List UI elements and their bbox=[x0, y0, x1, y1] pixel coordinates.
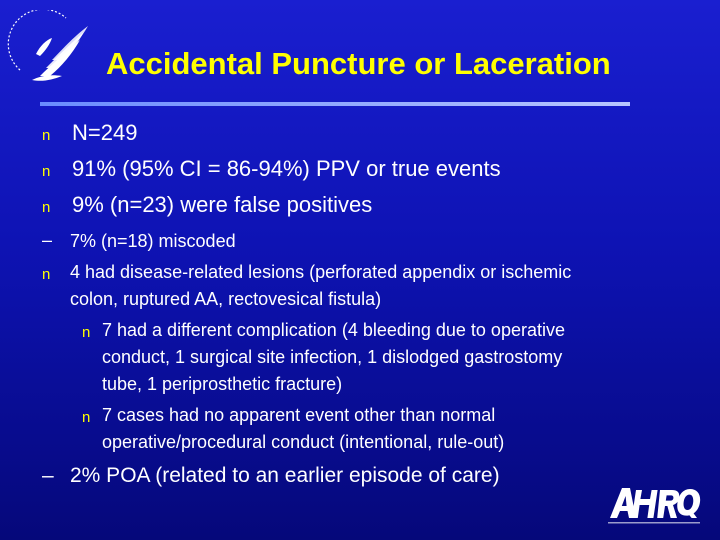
dash-marker: – bbox=[42, 230, 53, 250]
sub-item-poa: 2% POA (related to an earlier episode of care) bbox=[70, 464, 500, 487]
sub-item-lesions-line1: 4 had disease-related lesions (perforated appendix or ischemic bbox=[70, 262, 572, 282]
subsub-item-no-event-line1: 7 cases had no apparent event other than normal bbox=[102, 405, 496, 425]
bullet-icon: n bbox=[42, 163, 51, 180]
subsub-item-no-event-line2: operative/procedural conduct (intentional, rule-out) bbox=[102, 432, 505, 452]
bullet-icon: n bbox=[82, 409, 91, 426]
slide-title: Accidental Puncture or Laceration bbox=[106, 46, 611, 81]
subsub-item-complication-line3: tube, 1 periprosthetic fracture) bbox=[102, 374, 343, 394]
dash-marker: – bbox=[42, 464, 54, 487]
bullet-icon: n bbox=[42, 127, 51, 144]
sub-item-lesions-line2: colon, ruptured AA, rectovesical fistula) bbox=[70, 289, 382, 309]
bullet-item-n: N=249 bbox=[72, 120, 138, 145]
subsub-item-complication-line1: 7 had a different complication (4 bleeding due to operative bbox=[102, 320, 565, 340]
bullet-icon: n bbox=[42, 199, 51, 216]
hhs-eagle-seal-icon bbox=[6, 10, 102, 94]
sub-item-miscoded: 7% (n=18) miscoded bbox=[70, 231, 236, 251]
title-divider bbox=[40, 102, 630, 106]
bullet-item-ppv: 91% (95% CI = 86-94%) PPV or true events bbox=[72, 156, 501, 181]
ahrq-logo-icon bbox=[606, 482, 702, 524]
bullet-item-false-positives: 9% (n=23) were false positives bbox=[72, 192, 373, 217]
bullet-icon: n bbox=[82, 324, 91, 341]
bullet-icon: n bbox=[42, 266, 51, 283]
subsub-item-complication-line2: conduct, 1 surgical site infection, 1 dislodged gastrostomy bbox=[102, 347, 563, 367]
